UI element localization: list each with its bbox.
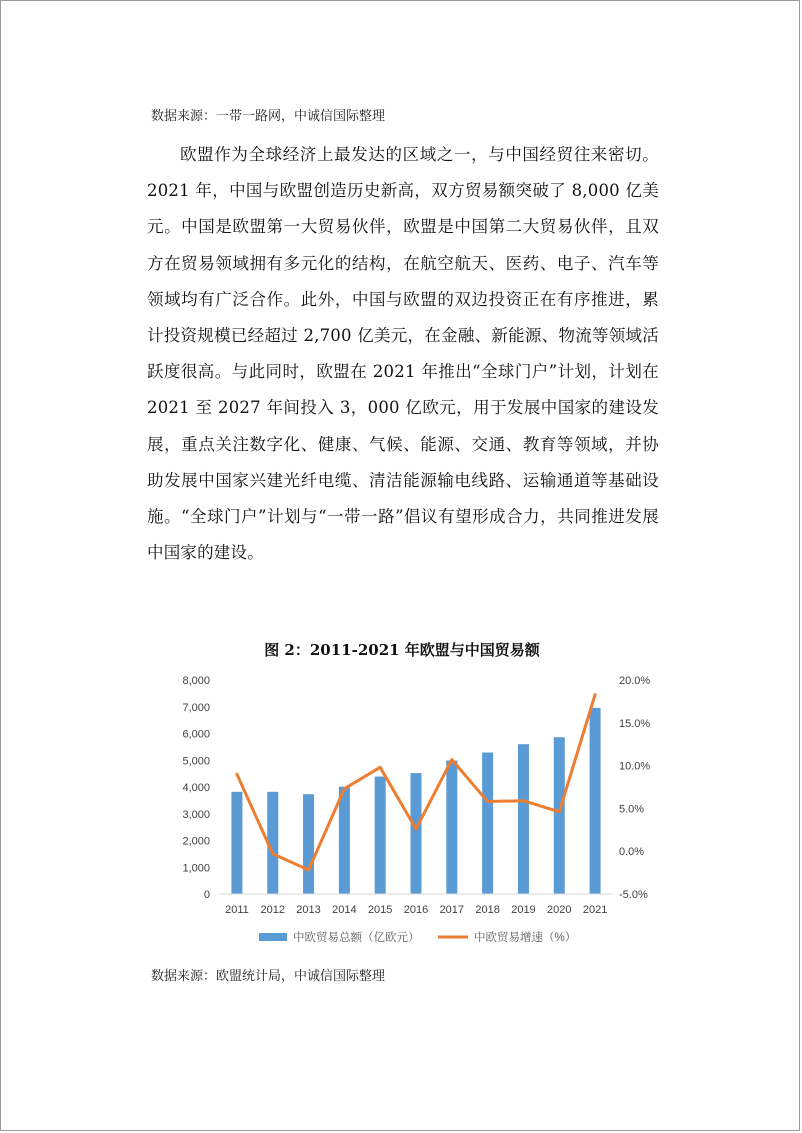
category-label: 2012 — [260, 904, 285, 916]
category-label: 2014 — [332, 904, 357, 916]
legend-bar-swatch — [259, 933, 287, 941]
bar — [303, 794, 314, 894]
right-axis-ticks — [619, 675, 650, 901]
category-labels — [225, 904, 607, 916]
right-tick-label: 20.0% — [619, 675, 651, 687]
right-tick-label: 5.0% — [619, 803, 645, 816]
category-label: 2013 — [296, 904, 321, 916]
right-tick-label: -5.0% — [619, 889, 648, 901]
trade-chart — [1, 661, 802, 961]
bar — [554, 737, 565, 894]
legend-bar-label: 中欧贸易总额（亿欧元） — [293, 932, 420, 944]
bar — [482, 752, 493, 894]
left-tick-label: 7,000 — [182, 701, 210, 714]
left-tick-label: 4,000 — [182, 782, 210, 794]
bar — [446, 761, 457, 894]
left-tick-label: 1,000 — [182, 862, 210, 875]
left-axis-ticks — [182, 675, 210, 901]
left-tick-label: 5,000 — [182, 755, 210, 768]
bar — [231, 792, 242, 894]
category-label: 2018 — [475, 904, 500, 916]
left-tick-label: 2,000 — [182, 835, 210, 848]
category-label: 2011 — [225, 904, 249, 916]
bar — [590, 708, 601, 894]
right-tick-label: 15.0% — [619, 717, 651, 730]
bar-series — [231, 708, 600, 894]
chart-legend — [259, 930, 576, 944]
category-label: 2017 — [439, 904, 465, 916]
left-tick-label: 3,000 — [182, 808, 210, 821]
left-tick-label: 6,000 — [182, 728, 210, 741]
right-tick-label: 0.0% — [619, 846, 645, 859]
category-label: 2016 — [403, 904, 429, 916]
left-tick-label: 0 — [203, 889, 210, 901]
category-label: 2021 — [582, 904, 608, 916]
category-label: 2020 — [547, 904, 572, 916]
bar — [339, 787, 350, 894]
body-paragraph: 欧盟作为全球经济上最发达的区域之一，与中国经贸往来密切。2021 年，中国与欧盟创造历史新高，双方贸易额突破了 8,000 亿美元。中国是欧盟第一大贸易伙伴，欧盟是中国第二大贸易伙伴，且双方在贸易领域拥有多元化的结构，在航空航天、医药、电子、汽车等领域均有广泛合作。此外，中国与欧盟的双边投资正在有序推进，累计投资规模已经超过 2,700 亿美元，在金融、新能源、物流等领域活跃度很高。与此同时，欧盟在 2021 年推出“全球门户”计划，计划在 2021 至 2027 年间投入 3，000 亿欧元，用于发展中国家的建设发展，重点关注数字化、健康、气候、能源、交通、教育等领域，并协助发展中国家兴建光纤电缆、清洁能源输电线路、运输通道等基础设施。“全球门户”计划与“一带一路”倡议有望形成合力，共同推进发展中国家的建设。 — [147, 145, 659, 563]
category-label: 2015 — [367, 904, 393, 916]
bar — [375, 777, 386, 894]
bar — [411, 773, 422, 894]
category-label: 2019 — [511, 904, 536, 916]
source-note-bottom: 数据来源：欧盟统计局，中诚信国际整理 — [151, 969, 386, 984]
right-tick-label: 10.0% — [619, 760, 651, 773]
left-tick-label: 8,000 — [182, 675, 210, 687]
legend-line-label: 中欧贸易增速（%） — [474, 932, 577, 944]
figure-title: 图 2：2011-2021 年欧盟与中国贸易额 — [264, 641, 540, 659]
bar — [518, 744, 529, 894]
source-note-top: 数据来源：一带一路网，中诚信国际整理 — [151, 109, 386, 124]
